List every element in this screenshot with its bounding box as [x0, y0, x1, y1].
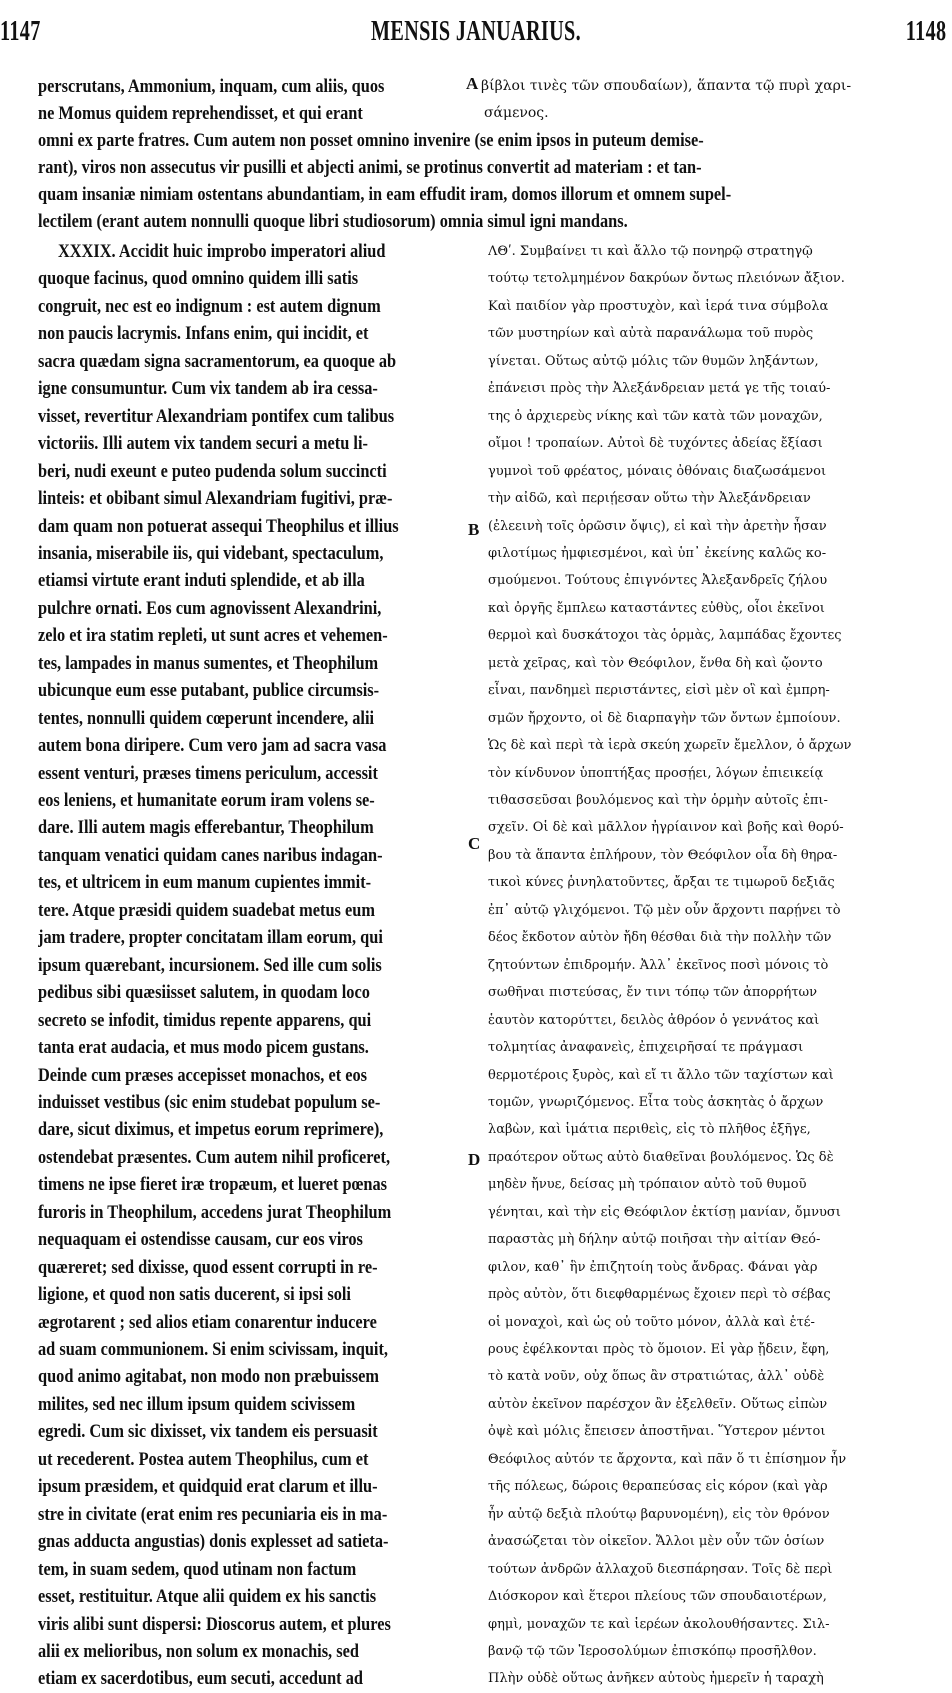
- latin-line: timens ne ipse fieret iræ tropæum, et lueret pœnas: [38, 1174, 387, 1196]
- latin-line: tem, in suam sedem, quod utinam non factum: [38, 1558, 357, 1580]
- greek-line: (ἐλεεινὴ τοῖς ὁρῶσιν ὄψις), εἰ καὶ τὴν ἀρετὴν ἦσαν: [488, 518, 827, 534]
- greek-line: Πλὴν οὐδὲ οὕτως ἀνῆκεν αὐτοὺς ἠμερεῖν ἡ ταραχὴ: [488, 1671, 824, 1687]
- latin-line: beri, nudi exeunt e puteo pudenda solum succincti: [38, 460, 387, 482]
- latin-line: tes, lampades in manus sumentes, et Theophilum: [38, 652, 379, 674]
- latin-line: XXXIX. Accidit huic improbo imperatori aliud: [58, 241, 386, 262]
- greek-line: ρους ἐφέλκονται πρὸς τὸ ὅμοιον. Εἰ γὰρ ᾔδειν, ἔφη,: [488, 1342, 830, 1357]
- margin-marker-c: C: [468, 834, 481, 853]
- latin-line: jam tradere, propter concitatam illam eorum, qui: [38, 927, 383, 949]
- latin-line: milites, sed nec illum ipsum quidem scivissem: [38, 1393, 356, 1415]
- latin-line: tanquam venatici quidam canes naribus indagan-: [38, 844, 383, 866]
- latin-line: ligione, et quod non satis ducerent, si ipsi soli: [38, 1284, 351, 1306]
- latin-line: gnas adducta angustias) donis explesset ad satieta-: [38, 1531, 389, 1553]
- greek-line: τῶν μυστηρίων καὶ αὐτὰ παρανάλωμα τοῦ πυρὸς: [488, 326, 814, 342]
- latin-line: ne Momus quidem reprehendisset, et qui erant: [38, 103, 363, 124]
- page-number-right: 1148: [905, 16, 946, 47]
- margin-marker-b: B: [468, 520, 480, 539]
- latin-line: alii ex melioribus, non solum ex monachis, sed: [38, 1640, 359, 1662]
- greek-line: ὀψὲ καὶ μόλις ἔπεισεν ἀποστῆναι. Ὕστερον μέντοι: [488, 1424, 826, 1440]
- greek-line: βίβλοι τινὲς τῶν σπουδαίων), ἅπαντα τῷ πυρὶ χαρι-: [481, 78, 852, 94]
- latin-line: quoque facinus, quod omnino quidem illi satis: [38, 268, 359, 290]
- greek-line: ἐπάνεισι πρὸς τὴν Ἀλεξάνδρειαν μετά γε τῆς τοιαύ-: [488, 381, 831, 397]
- latin-line: tere. Atque præsidi quidem suadebat metus eum: [38, 899, 375, 921]
- greek-line: γένηται, καὶ τὴν εἰς Θεόφιλον ἐκτίσῃ μανίαν, ὄμνυσι: [488, 1204, 841, 1220]
- latin-line: quod animo agitabat, non modo non præbuissem: [38, 1366, 379, 1388]
- latin-line: eos leniens, et humanitate eorum iram volens se-: [38, 790, 375, 811]
- latin-full-line: lectilem (erant autem nonnulli quoque libri studiosorum) omnia simul igni mandans.: [38, 211, 628, 232]
- greek-line: μηδὲν ἤνυε, δείσας μὴ τρόπαιον αὐτὸ τοῦ θυμοῦ: [488, 1177, 807, 1193]
- latin-line: pedibus sibi quæsiisset salutem, in quodam loco: [38, 982, 370, 1004]
- latin-line: esset, restituitur. Atque alii quidem ex his sanctis: [38, 1586, 377, 1608]
- latin-line: quæreret; sed dixisse, quod essent corrupti in re-: [38, 1256, 378, 1278]
- greek-line: ζητούντων ἐπιδρομήν. Ἀλλ᾽ ἐκεῖνος ποσὶ μόνοις τὸ: [488, 957, 829, 973]
- greek-line: Διόσκορον καὶ ἕτεροι πλείους τῶν σπουδαιοτέρων,: [488, 1589, 827, 1605]
- latin-line: congruit, nec est eo indignum : est autem dignum: [38, 295, 381, 317]
- latin-line: furoris in Theophilum, accedens jurat Theophilum: [38, 1201, 392, 1223]
- greek-line: βου τὰ ἅπαντα ἐπλήρουν, τὸν Θεόφιλον οἷα δὴ θηρα-: [488, 847, 838, 863]
- latin-line: secreto se infodit, timidus repente apparens, qui: [38, 1009, 372, 1031]
- greek-line: τὸ κατὰ νοῦν, οὐχ ὅπως ἂν στρατιώτας, ἀλλ᾽ οὐδὲ: [488, 1369, 825, 1385]
- latin-line: igne consumuntur. Cum vix tandem ab ira cessa-: [38, 378, 378, 400]
- latin-line: perscrutans, Ammonium, inquam, cum aliis, quos: [38, 76, 385, 97]
- latin-line: ægrotarent ; sed alios etiam conarentur inducere: [38, 1311, 377, 1333]
- greek-line: τούτων ἀνδρῶν ἀλλαχοῦ διεσπάρησαν. Τοῖς δὲ περὶ: [488, 1561, 833, 1577]
- latin-line: victoriis. Illi autem vix tandem securi a metu li-: [38, 433, 368, 455]
- greek-line: τούτῳ τετολμημένον δακρύων ὄντως πλειόνων ἄξιον.: [488, 271, 845, 287]
- latin-line: induisset vestibus (sic enim studebat populum se-: [38, 1091, 381, 1113]
- latin-line: visset, revertitur Alexandriam pontifex cum talibus: [38, 405, 395, 427]
- greek-line: γυμνοὶ τοῦ φρέατος, μόναις ὀθόναις διαζωσάμενοι: [488, 463, 827, 479]
- latin-line: zelo et ira statim repleti, ut sunt acres et vehemen-: [38, 625, 388, 647]
- greek-line: ΛΘʹ. Συμβαίνει τι καὶ ἄλλο τῷ πονηρῷ στρατηγῷ: [488, 244, 813, 259]
- latin-full-line: quam insaniæ nimiam ostentans abundantiam, in eam effudit iram, domos illorum et omnem supel-: [38, 184, 732, 205]
- greek-line: τιθασσεῦσαι βουλόμενος καὶ τὴν ὁρμὴν αὐτοῖς ἐπι-: [488, 793, 828, 808]
- latin-line: tentes, nonnulli quidem cœperunt incendere, alii: [38, 707, 375, 729]
- latin-line: pulchre ornati. Eos cum agnovissent Alexandrini,: [38, 597, 382, 619]
- latin-line: egredi. Cum sic dixisset, vix tandem eis persuasit: [38, 1421, 378, 1443]
- greek-line: φιλοτίμως ἠμφιεσμένοι, καὶ ὑπ᾽ ἐκείνης καλῶς κο-: [488, 545, 827, 561]
- greek-line: πρὸς αὐτὸν, ὅτι διεφθαρμένως ἔχοιεν περὶ τὸ σέβας: [488, 1287, 831, 1303]
- latin-line: autem bona diripere. Cum vero jam ad sacra vasa: [38, 735, 387, 757]
- latin-line: viris alibi sunt dispersi: Dioscorus autem, et plures: [38, 1613, 391, 1635]
- greek-line: πραότερον οὕτως αὐτὸ διαθεῖναι βουλόμενος. Ὡς δὲ: [488, 1149, 834, 1165]
- greek-line: θερμοὶ καὶ δυσκάτοχοι τὰς ὁρμὰς, λαμπάδας ἔχοντες: [488, 628, 842, 644]
- latin-line: nequaquam ei ostendisse causam, cur eos viros: [38, 1229, 363, 1251]
- greek-line: ἦν αὐτῷ δεξιὰ πλούτῳ βαρυνομένη), εἰς τὸν θρόνον: [488, 1506, 830, 1522]
- greek-line: σχεῖν. Οἱ δὲ καὶ μᾶλλον ἠγρίαινον καὶ βοῆς καὶ θορύ-: [488, 820, 844, 836]
- greek-line: Καὶ παιδίον γὰρ προστυχὸν, καὶ ἱερά τινα σύμβολα: [488, 298, 829, 314]
- latin-line: stre in civitate (erat enim res pecuniaria eis in ma-: [38, 1503, 388, 1525]
- latin-line: ipsum quærebant, incursionem. Sed ille cum solis: [38, 954, 382, 976]
- greek-line: εἶναι, πανδημεὶ περιστάντες, εἰσὶ μὲν οἳ καὶ ἐμπρη-: [488, 683, 830, 699]
- running-title: MENSIS JANUARIUS.: [370, 16, 582, 47]
- latin-line: dam quam non potuerat assequi Theophilus et illius: [38, 515, 399, 537]
- latin-line: dare, sicut diximus, et impetus eorum reprimere),: [38, 1119, 384, 1141]
- greek-line: Θεόφιλος αὐτόν τε ἄρχοντα, καὶ πᾶν ὅ τι ἐπίσημον ἦν: [488, 1451, 847, 1467]
- greek-line: παραστὰς μὴ δήλην αὐτῷ ποιῆσαι τὴν αἰτίαν Θεό-: [488, 1232, 821, 1248]
- greek-line: σμῶν ἤρχοντο, οἱ δὲ διαρπαγὴν τῶν ὄντων ἐμποίουν.: [488, 710, 841, 726]
- latin-line: etiamsi virtute erant induti splendide, et ab illa: [38, 570, 365, 592]
- latin-line: etiam ex sacerdotibus, eum secuti, accedunt ad: [38, 1668, 363, 1690]
- greek-line: τολμητίας ἀναφανεὶς, ἐπιχειρῆσαί τε πράγμασι: [488, 1040, 804, 1056]
- page-number-left: 1147: [0, 16, 41, 47]
- greek-line: της ὁ ἀρχιερεὺς νίκης καὶ τῶν κατὰ τῶν μοναχῶν,: [488, 408, 823, 424]
- greek-line: τικοὶ κύνες ῥινηλατοῦντες, ἄρξαι τε τιμωροῦ δεξιᾶς: [488, 875, 835, 891]
- greek-line: σωθῆναι πιστεύσας, ἔν τινι τόπῳ τῶν ἀπορρήτων: [488, 985, 818, 1001]
- greek-line: τὴν αἰδῶ, καὶ περιῄεσαν οὕτω τὴν Ἀλεξάνδρειαν: [488, 491, 811, 507]
- latin-line: ipsum præsidem, et quidquid erat clarum et illu-: [38, 1476, 378, 1498]
- greek-line: φιλον, καθ᾽ ἣν ἐπιζητοίη τοὺς ἄνδρας. Φάναι γὰρ: [488, 1259, 818, 1275]
- latin-line: essent venturi, præses timens periculum, accessit: [38, 762, 378, 784]
- greek-line: σάμενος.: [484, 105, 549, 121]
- greek-line: ἀνασώζεται τὸν οἰκεῖον. Ἄλλοι μὲν οὖν τῶν ὁσίων: [488, 1534, 825, 1550]
- greek-line: τομῶν, γνωριζόμενος. Εἶτα τοὺς ἀσκητὰς ὁ ἄρχων: [488, 1094, 824, 1110]
- greek-line: αὐτὸν ἐκεῖνον παρέσχον ἂν ἐξελθεῖν. Οὕτως εἰπὼν: [488, 1396, 828, 1412]
- latin-line: ut recederent. Postea autem Theophilus, cum et: [38, 1448, 369, 1470]
- latin-line: tanta erat audacia, et mus modo picem gustans.: [38, 1037, 369, 1059]
- latin-line: non paucis lacrymis. Infans enim, qui incidit, et: [38, 323, 369, 345]
- greek-line: οἱ μοναχοὶ, καὶ ὡς οὐ τοῦτο μόνον, ἀλλὰ καὶ ἑτέ-: [488, 1314, 815, 1330]
- margin-marker-d: D: [468, 1150, 481, 1169]
- greek-line: Ὡς δὲ καὶ περὶ τὰ ἱερὰ σκεύη χωρεῖν ἔμελλον, ὁ ἄρχων: [488, 738, 852, 754]
- latin-full-line: omni ex parte fratres. Cum autem non posset omnino invenire (se enim ipsos in puteum demise-: [38, 130, 704, 151]
- latin-line: insania, miserabile iis, qui videbant, spectaculum,: [38, 542, 384, 564]
- greek-line: βανῷ τῷ τῶν Ἱεροσολύμων ἐπισκόπῳ προσῆλθον.: [488, 1643, 817, 1659]
- latin-line: tes, et ultricem in eum manum cupientes immit-: [38, 872, 372, 894]
- latin-line: dare. Illi autem magis efferebantur, Theophilum: [38, 817, 374, 839]
- greek-line: τῆς πόλεως, δώροις θεραπεύσας εἰς κόρον (καὶ γὰρ: [488, 1479, 828, 1495]
- greek-line: μετὰ χεῖρας, καὶ τὸν Θεόφιλον, ἔνθα δὴ καὶ ᾤοντο: [488, 655, 823, 671]
- page-header: [0, 10, 952, 52]
- greek-line: ἑαυτὸν κατορύττει, δειλὸς ἀθρόον ὁ γεννάτος καὶ: [488, 1012, 820, 1028]
- greek-line: οἴμοι ! τροπαίων. Αὐτοὶ δὲ τυχόντες ἀδείας ἔξίασι: [488, 436, 823, 452]
- latin-full-line: rant), viros non assecutus vir pusilli et abjecti animi, se protinus convertit ad materiam : et tan-: [38, 157, 702, 178]
- greek-line: θερμοτέροις ξυρὸς, καὶ εἴ τι ἄλλο τῶν ταχίστων καὶ: [488, 1067, 834, 1083]
- latin-line: linteis: et obibant simul Alexandriam fugitivi, præ-: [38, 488, 393, 510]
- greek-line: δέος ἔκδοτον αὐτὸν ἤδη θέσθαι διὰ τὴν πολλὴν τῶν: [488, 930, 832, 946]
- latin-line: sacra quædam signa sacramentorum, ea quoque ab: [38, 350, 397, 372]
- greek-line: λαβὼν, καὶ ἱμάτια περιθεὶς, εἰς τὸ πλῆθος ἐξῆγε,: [488, 1122, 811, 1138]
- greek-line: τὸν κίνδυνον ὑποπτήξας προσῄει, λόγων ἐπιεικείᾳ: [488, 765, 824, 781]
- greek-line: φημὶ, μοναχῶν τε καὶ ἱερέων ἀκολουθήσαντες. Σιλ-: [488, 1616, 830, 1632]
- margin-marker-a: A: [466, 74, 479, 93]
- greek-line: καὶ ὀργῆς ἔμπλεω καταστάντες εὐθὺς, οἷοι ἐκεῖνοι: [488, 600, 825, 616]
- latin-line: ubicunque eum esse putabant, publice circumsis-: [38, 680, 380, 702]
- greek-line: ἐπ᾽ αὐτῷ γλιχόμενοι. Τῷ μὲν οὖν ἄρχοντι παρῄνει τὸ: [488, 902, 841, 918]
- latin-line: Deinde cum præses accepisset monachos, et eos: [38, 1064, 368, 1086]
- latin-line: ostendebat præsentes. Cum autem nihil proficeret,: [38, 1146, 391, 1168]
- greek-line: σμούμενοι. Τούτους ἐπιγνόντες Ἀλεξανδρεῖς ζήλου: [488, 573, 828, 589]
- latin-line: ad suam communionem. Si enim scivissam, inquit,: [38, 1339, 389, 1360]
- greek-line: γίνεται. Οὕτως αὐτῷ μόλις τῶν θυμῶν ληξάντων,: [488, 353, 819, 369]
